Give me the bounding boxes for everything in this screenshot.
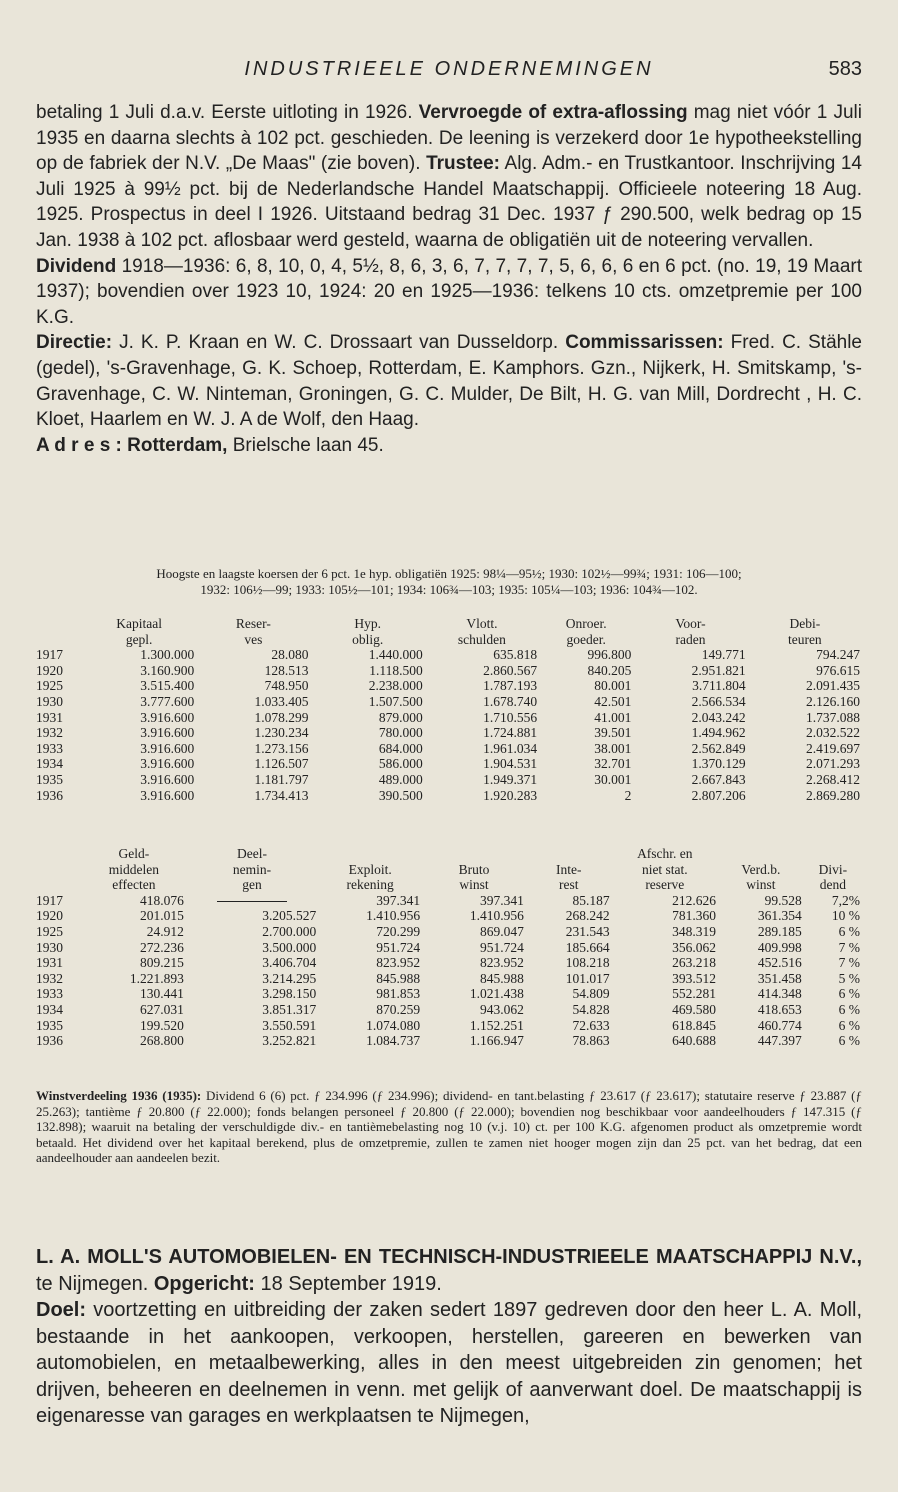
year-cell: 1930	[36, 939, 63, 955]
table-cell: 199.520	[139, 1017, 184, 1033]
column-header-line: rest	[558, 877, 579, 893]
table-row	[36, 663, 864, 679]
table-cell: 3.500.000	[262, 939, 317, 955]
table-cell: 1.724.881	[483, 725, 538, 741]
table-cell: 6 %	[838, 1017, 860, 1033]
table-cell: 3.160.900	[140, 662, 195, 678]
text: J. K. P. Kraan en W. C. Drossaart van Dusseldorp.	[112, 332, 566, 354]
column-header-line: Vlott.	[466, 616, 498, 631]
running-header	[36, 58, 862, 92]
bold-label: Trustee:	[426, 153, 500, 175]
text: Fred. C. Stähle (gedel), 's-Gravenhage, G. K. Schoep, Rotterdam, E. Kamphors. Gzn., Nijkerk, H. Smitskamp, 's-Gravenhage, C. W. Ninteman, Groningen, G. C. Mulder, De Bilt, H. G. van Mill, Dordrecht , H. C. Kloet, Haarlem en W. J. A de Wolf, den Haag.	[36, 332, 863, 431]
year-cell: 1930	[36, 693, 63, 709]
column-header	[424, 846, 528, 893]
table-cell: 996.800	[587, 647, 632, 663]
year-cell: 1934	[36, 1001, 63, 1017]
year-cell: 1934	[36, 756, 63, 772]
column-header-line: Reser-	[235, 616, 271, 631]
table-cell: 1.440.000	[368, 647, 423, 663]
table-cell: 72.633	[572, 1017, 610, 1033]
bold-label: Dividend	[36, 255, 117, 277]
year-cell: 1935	[36, 771, 63, 787]
column-header-line: dend	[819, 877, 846, 893]
table-row	[36, 1033, 864, 1049]
table-cell: 2.807.206	[691, 787, 746, 803]
table-cell: 351.458	[757, 970, 802, 986]
table-cell: 54.809	[572, 986, 610, 1002]
column-header-line	[528, 846, 610, 862]
table-row	[36, 924, 864, 940]
table-cell: 635.818	[493, 647, 538, 663]
table-cell: 6 %	[838, 1033, 860, 1049]
table-cell: 1.300.000	[140, 647, 195, 663]
table-cell: 1.166.947	[469, 1033, 524, 1049]
table-row	[36, 694, 864, 710]
table-cell: 2.419.697	[806, 740, 860, 756]
table-cell: 268.242	[565, 908, 610, 924]
table-cell: 981.853	[376, 986, 421, 1002]
table-cell: 586.000	[378, 756, 423, 772]
table-cell: 393.512	[672, 970, 717, 986]
table-cell: 263.218	[672, 955, 717, 971]
table-cell: 3.252.821	[262, 1033, 317, 1049]
table-cell: 128.513	[264, 662, 309, 678]
bold-label: Vervroegde of extra-aflossing	[418, 102, 688, 123]
table-cell: 2.667.843	[691, 771, 746, 787]
table-cell: 2.032.522	[806, 725, 860, 741]
table-cell: 414.348	[757, 986, 802, 1002]
column-header-line: Inte-	[555, 861, 582, 877]
winstverdeeling-note	[36, 1088, 862, 1166]
bold-label: Winstverdeeling 1936 (1935):	[36, 1088, 202, 1103]
year-cell: 1931	[36, 955, 63, 971]
koersen-note	[36, 566, 862, 598]
table-cell: 1.494.962	[691, 725, 746, 741]
table-cell: 1.507.500	[368, 693, 423, 709]
column-header	[750, 616, 864, 647]
table-cell: 348.319	[672, 923, 717, 939]
year-cell: 1917	[36, 892, 63, 908]
table-cell: 1.737.088	[806, 709, 860, 725]
column-header	[614, 846, 720, 893]
column-header-line: reserve	[645, 877, 685, 893]
column-header-line: winst	[746, 877, 776, 893]
table-cell: 6 %	[838, 923, 860, 939]
bold-label: A d r e s :	[36, 434, 122, 456]
column-header-line: teuren	[787, 631, 822, 647]
table-cell: 1.410.956	[366, 908, 421, 924]
year-cell: 1932	[36, 725, 63, 741]
bold-label: Doel:	[36, 1299, 86, 1321]
table-cell: 390.500	[378, 787, 423, 803]
table-cell: 3.406.704	[262, 955, 317, 971]
table-cell: 2.869.280	[806, 787, 860, 803]
column-header	[84, 616, 198, 647]
table-cell: 3.298.150	[262, 986, 317, 1002]
company-doel	[36, 1297, 862, 1430]
table-cell: 54.828	[572, 1001, 610, 1017]
page-number: 583	[828, 58, 862, 80]
table-cell: 6 %	[838, 986, 860, 1002]
column-header	[806, 846, 864, 893]
year-header	[36, 616, 84, 647]
bold-label: Opgericht:	[153, 1272, 255, 1295]
column-header-line: Bruto	[458, 861, 490, 877]
table-cell: 627.031	[139, 1001, 184, 1017]
table-cell: 1.021.438	[469, 986, 524, 1002]
column-header-line: niet stat.	[641, 861, 688, 877]
table-cell: 2.043.242	[691, 709, 746, 725]
paragraph-adres	[36, 433, 862, 459]
column-header-line: Afschr. en	[637, 846, 693, 861]
table-cell: 1.181.797	[254, 771, 309, 787]
table-cell: 1.230.234	[254, 725, 309, 741]
table-header-row	[36, 846, 864, 893]
table-cell: 99.528	[764, 892, 802, 908]
table-cell: 845.988	[376, 970, 421, 986]
table-cell: 149.771	[701, 647, 746, 663]
table-cell: 552.281	[672, 986, 717, 1002]
table-cell: 2	[624, 787, 632, 803]
table-cell: 272.236	[139, 939, 184, 955]
table-row	[36, 788, 864, 804]
table-cell: 1.410.956	[469, 908, 524, 924]
table-cell: 870.259	[376, 1001, 421, 1017]
table-cell: 460.774	[757, 1017, 802, 1033]
text: 1918—1936: 6, 8, 10, 0, 4, 5½, 8, 6, 3, 6, 7, 7, 7, 7, 5, 6, 6, 6 en 6 pct. (no. 19, 19 Maart 1937); bovendien over 1923 10, 1924: 20 en 1925—1936: telkens 10 cts. omzetpremie per 100 K.G.	[36, 255, 862, 328]
year-cell: 1935	[36, 1017, 63, 1033]
table-cell: 1.273.156	[254, 740, 309, 756]
table-cell: 447.397	[757, 1033, 802, 1049]
year-cell: 1920	[36, 662, 63, 678]
table-cell: 30.001	[594, 771, 632, 787]
column-header	[528, 846, 614, 893]
table-cell: 2.238.000	[368, 678, 423, 694]
table-cell: 1.904.531	[483, 756, 538, 772]
text: 18 September 1919.	[254, 1272, 442, 1295]
table-cell: 1.152.251	[469, 1017, 524, 1033]
table-cell: 794.247	[816, 647, 860, 663]
table-cell: 41.001	[594, 709, 632, 725]
company-name: L. A. MOLL'S AUTOMOBIELEN- EN TECHNISCH-INDUSTRIEELE MAATSCHAPPIJ N.V.,	[36, 1246, 862, 1268]
table-cell: 1.734.413	[254, 787, 309, 803]
table-row	[36, 741, 864, 757]
text: Dividend 6 (6) pct. ƒ 234.996 (ƒ 234.996); dividend- en tant.belasting ƒ 23.617 (ƒ 23.617); statutaire reserve ƒ 23.887 (ƒ 25.263); tantième ƒ 20.800 (ƒ 22.000); fonds belangen personeel ƒ 20.800 (ƒ 22.000); bovendien nog beschikbaar voor aandeelhouders ƒ 147.315 (ƒ 132.898); waaruit na betaling der verschuldigde div.- en tantièmebelasting nog 10 (v.j. 10) ct. per 100 K.G. afgenomen product als omzetpremie wordt betaald. Het dividend over het kapitaal berekend, plus de omzetpremie, zullen te zamen niet hooger mogen zijn dan 25 pct. van het bedrag, dat een aandeelhouder aan aandeelen bezit.	[36, 1088, 862, 1166]
table-row	[36, 725, 864, 741]
table-cell: 85.187	[572, 892, 610, 908]
column-header-line: nemin-	[232, 861, 272, 877]
paragraph-dividend	[36, 254, 862, 331]
column-header-line: Debi-	[789, 616, 821, 631]
bold-label: Rotterdam,	[127, 434, 228, 456]
table-cell: 1.078.299	[254, 709, 309, 725]
table-cell: 3.916.600	[140, 787, 195, 803]
column-header	[84, 846, 188, 893]
column-header-line: Onroer.	[565, 616, 607, 631]
table-cell: 7,2%	[831, 892, 860, 908]
table-cell: 618.845	[672, 1017, 717, 1033]
column-header	[427, 616, 541, 647]
table-cell: 452.516	[757, 955, 802, 971]
column-header-line: oblig.	[352, 631, 384, 647]
table-cell: 469.580	[672, 1001, 717, 1017]
table-cell: 409.998	[757, 939, 802, 955]
table-cell: 720.299	[376, 923, 421, 939]
table-cell: 1.126.507	[254, 756, 309, 772]
table-cell: 2.860.567	[483, 662, 538, 678]
table-cell: 2.091.435	[806, 678, 860, 694]
column-header-line: Kapitaal	[116, 616, 162, 631]
column-header-line: rekening	[346, 877, 394, 893]
table-cell: 1.961.034	[483, 740, 538, 756]
table-cell: 2.071.293	[806, 756, 860, 772]
table-cell: 1.118.500	[369, 662, 423, 678]
table-row	[36, 986, 864, 1002]
table-cell: 809.215	[139, 955, 184, 971]
column-header	[541, 616, 635, 647]
column-header-line	[424, 846, 524, 862]
table-cell: 32.701	[594, 756, 632, 772]
table-cell: 108.218	[565, 955, 610, 971]
table-cell: 24.912	[146, 923, 184, 939]
table-cell: 748.950	[264, 678, 309, 694]
table-cell: 289.185	[757, 923, 802, 939]
table-row	[36, 647, 864, 663]
table-cell: 781.360	[672, 908, 717, 924]
column-header	[720, 846, 806, 893]
table-cell: 2.566.534	[691, 693, 746, 709]
table-cell: 356.062	[672, 939, 717, 955]
table-cell: 943.062	[480, 1001, 524, 1017]
table-cell: 3.214.295	[262, 970, 317, 986]
table-cell: 3.777.600	[140, 693, 195, 709]
column-header-line: effecten	[112, 877, 156, 893]
table-cell: 845.988	[480, 970, 524, 986]
text: betaling 1 Juli d.a.v. Eerste uitloting in 1926.	[36, 102, 419, 123]
table-row	[36, 1002, 864, 1018]
table-cell: 5 %	[838, 970, 860, 986]
result-table	[36, 846, 864, 1049]
table-row	[36, 908, 864, 924]
column-header	[313, 616, 427, 647]
column-header-line: ves	[244, 631, 263, 647]
text: Alg. Adm.- en Trustkantoor. Inschrijving 14 Juli 1925 à 99½ pct. bij de Nederlandsche Handel Maatschappij. Officieele noteering 18 Aug. 1925. Prospectus in deel I 1926. Uitstaand bedrag 31 Dec. 1937 ƒ 290.500, welk bedrag op 15 Jan. 1938 à 102 pct. aflosbaar werd gesteld, waarna de obligatiën uit de noteering vervallen.	[36, 153, 862, 251]
table-cell: 38.001	[594, 740, 632, 756]
table-cell: 1.949.371	[483, 771, 538, 787]
table-row	[36, 1018, 864, 1034]
table-cell: 2.700.000	[262, 923, 317, 939]
column-header-line: Verd.b.	[741, 861, 781, 877]
table-cell: 840.205	[587, 662, 632, 678]
table-cell: 1.084.737	[366, 1033, 421, 1049]
table-cell: 976.615	[816, 662, 860, 678]
text: Brielsche laan 45.	[227, 434, 384, 456]
table-cell: 361.354	[757, 908, 802, 924]
header-title: INDUSTRIEELE ONDERNEMINGEN	[244, 58, 654, 80]
table-cell: 7 %	[838, 939, 860, 955]
year-cell: 1925	[36, 678, 63, 694]
table-cell: 185.664	[565, 939, 610, 955]
table-cell: 3.916.600	[140, 771, 195, 787]
balance-table	[36, 616, 864, 803]
bold-label: Directie:	[36, 332, 113, 354]
column-header-line: schulden	[457, 631, 506, 647]
column-header-line: raden	[675, 631, 706, 647]
table-cell: 823.952	[480, 955, 524, 971]
table-cell: 268.800	[139, 1033, 184, 1049]
table-row	[36, 971, 864, 987]
year-cell: 1925	[36, 923, 63, 939]
table-cell: 6 %	[838, 1001, 860, 1017]
table-cell: 3.711.804	[692, 678, 746, 694]
table-cell: 3.916.600	[140, 740, 195, 756]
text: mag niet vóór 1 Juli 1935 en daarna slechts à 102 pct. geschieden. De leening is verzekerd door 1e hypotheekstelling op de fabriek der N.V. „De Maas" (zie boven).	[36, 102, 862, 175]
table-cell: 10 %	[831, 908, 860, 924]
table-cell: 951.724	[376, 939, 421, 955]
table-cell: 3.515.400	[140, 678, 195, 694]
column-header-line	[720, 846, 802, 862]
table-row	[36, 893, 864, 909]
table-row	[36, 955, 864, 971]
table-cell: 397.341	[376, 892, 421, 908]
table-cell: 1.678.740	[483, 693, 538, 709]
table-cell: 3.550.591	[262, 1017, 317, 1033]
table-cell: 1.920.283	[483, 787, 538, 803]
table-cell: 2.951.821	[691, 662, 746, 678]
table-cell: 42.501	[594, 693, 632, 709]
column-header-line: middelen	[108, 861, 160, 877]
table-cell: 780.000	[378, 725, 423, 741]
year-cell: 1933	[36, 986, 63, 1002]
year-cell: 1933	[36, 740, 63, 756]
column-header-line: Exploit.	[348, 861, 392, 877]
table-cell: 3.916.600	[140, 709, 195, 725]
text: voortzetting en uitbreiding der zaken sedert 1897 gedreven door den heer L. A. Moll, bestaande in het aankoopen, verkoopen, herstellen, gareeren en bewerken van automobielen, en metaalbewerking, alles in den meest uitgebreiden zin genomen; het drijven, beheeren en deelnemen in venn. met gelijk of aanverwant doel. De maatschappij is eigenaresse van garages en werkplaatsen te Nijmegen,	[36, 1299, 862, 1427]
table-row	[36, 756, 864, 772]
column-header-line: Hyp.	[354, 616, 381, 631]
table-cell: 3.851.317	[262, 1001, 317, 1017]
column-header-line	[320, 846, 420, 862]
table-row	[36, 678, 864, 694]
koersen-line: Hoogste en laagste koersen der 6 pct. 1e hyp. obligatiën 1925: 98¼—95½; 1930: 102½—99¾; 1931: 106—100;	[156, 566, 742, 581]
table-cell: 684.000	[378, 740, 423, 756]
year-header	[36, 846, 84, 893]
column-header-line: Voor-	[675, 616, 706, 631]
table-cell: 869.047	[480, 923, 524, 939]
table-cell: 879.000	[378, 709, 423, 725]
dash-line	[217, 901, 287, 902]
year-cell: 1917	[36, 647, 63, 663]
table-cell: 823.952	[376, 955, 421, 971]
table-row	[36, 940, 864, 956]
table-cell	[188, 893, 320, 909]
paragraph-loan	[36, 100, 862, 254]
table-cell: 1.710.556	[483, 709, 538, 725]
column-header-line: Deel-	[237, 846, 268, 861]
column-header-line: Geld-	[118, 846, 150, 861]
table-cell: 1.221.893	[129, 970, 184, 986]
column-header-line: goeder.	[566, 631, 606, 647]
table-cell: 101.017	[565, 970, 610, 986]
year-cell: 1936	[36, 787, 63, 803]
year-cell: 1920	[36, 908, 63, 924]
table-cell: 951.724	[480, 939, 524, 955]
column-header-line: gen	[242, 877, 262, 893]
column-header	[635, 616, 749, 647]
column-header	[320, 846, 424, 893]
table-cell: 212.626	[672, 892, 717, 908]
table-cell: 2.126.160	[806, 693, 860, 709]
table-cell: 231.543	[565, 923, 610, 939]
table-cell: 397.341	[480, 892, 524, 908]
company-section	[36, 1244, 862, 1430]
table-cell: 2.562.849	[691, 740, 746, 756]
column-header-line: winst	[459, 877, 489, 893]
column-header	[188, 846, 320, 893]
column-header-line: gepl.	[125, 631, 153, 647]
paragraph-directie	[36, 330, 862, 432]
table-cell: 1.033.405	[254, 693, 309, 709]
table-cell: 418.653	[757, 1001, 802, 1017]
table-cell: 78.863	[572, 1033, 610, 1049]
column-header	[198, 616, 312, 647]
table-cell: 3.916.600	[140, 725, 195, 741]
table-cell: 489.000	[378, 771, 423, 787]
column-header-line: Divi-	[818, 861, 848, 877]
year-cell: 1931	[36, 709, 63, 725]
year-cell: 1932	[36, 970, 63, 986]
table-cell: 418.076	[139, 892, 184, 908]
table-cell: 3.205.527	[262, 908, 317, 924]
table-cell: 7 %	[838, 955, 860, 971]
company-heading	[36, 1244, 862, 1297]
bold-label: Commissarissen:	[565, 332, 724, 354]
table-cell: 80.001	[594, 678, 632, 694]
table-cell: 1.787.193	[483, 678, 538, 694]
table-cell: 640.688	[672, 1033, 717, 1049]
table-cell: 1.074.080	[366, 1017, 421, 1033]
koersen-line: 1932: 106½—99; 1933: 105½—101; 1934: 106¾—103; 1935: 105¼—103; 1936: 104¾—102.	[200, 582, 698, 597]
column-header-line	[806, 846, 860, 862]
body-text	[36, 100, 862, 458]
table-row	[36, 772, 864, 788]
table-cell: 1.370.129	[691, 756, 746, 772]
table-cell: 3.916.600	[140, 756, 195, 772]
text: te Nijmegen.	[36, 1272, 154, 1295]
table-cell: 28.080	[271, 647, 309, 663]
year-cell: 1936	[36, 1033, 63, 1049]
table-cell: 130.441	[139, 986, 184, 1002]
table-row	[36, 710, 864, 726]
table-cell: 201.015	[139, 908, 184, 924]
table-header-row	[36, 616, 864, 647]
table-cell: 2.268.412	[806, 771, 860, 787]
table-cell: 39.501	[594, 725, 632, 741]
